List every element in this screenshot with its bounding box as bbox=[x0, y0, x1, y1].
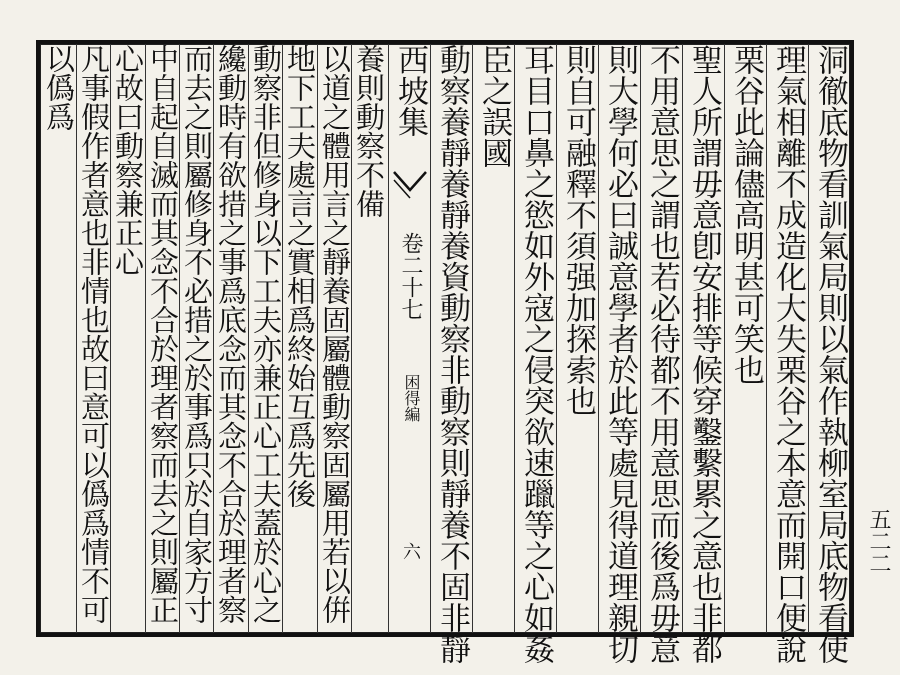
column-rule bbox=[317, 44, 318, 633]
text-column-7: 則自可融釋不須强加探索也 bbox=[560, 44, 596, 416]
text-column-13: 地下工夫處言之實相爲終始互爲先後 bbox=[283, 44, 317, 508]
column-rule bbox=[514, 44, 515, 633]
text-column-11: 養則動察不備 bbox=[352, 44, 386, 218]
text-column-3: 栗谷此論儘高明甚可笑也 bbox=[728, 44, 764, 385]
page-number: 五二二 bbox=[866, 508, 891, 574]
text-column-6: 則大學何必曰誠意學者於此等處見得道理親切 bbox=[602, 44, 638, 664]
column-rule bbox=[808, 44, 809, 633]
text-column-10: 動察養靜養靜養資動察非動察則靜養不固非靜 bbox=[434, 44, 470, 664]
folio-number: 六 bbox=[400, 542, 421, 560]
text-column-14: 動察非但修身以下工夫亦兼正心工夫蓋於心之 bbox=[249, 44, 283, 624]
text-column-12: 以道之體用言之靜養固屬體動察固屬用若以倂 bbox=[318, 44, 352, 624]
text-column-8: 耳目口鼻之慾如外寇之侵突欲速躐等之心如姦 bbox=[518, 44, 554, 664]
text-column-2: 理氣相離不成造化大失栗谷之本意而開口便說 bbox=[770, 44, 806, 664]
text-column-19: 凡事假作者意也非情也故曰意可以僞爲情不可 bbox=[77, 44, 111, 624]
text-column-9: 臣之誤國 bbox=[476, 44, 512, 168]
column-rule bbox=[724, 44, 725, 633]
text-column-15: 纔動時有欲措之事爲底念而其念不合於理者察 bbox=[214, 44, 248, 624]
text-column-5: 不用意思之謂也若必待都不用意思而後爲毋意 bbox=[644, 44, 680, 664]
column-rule bbox=[556, 44, 557, 633]
part-label: 困得編 bbox=[402, 374, 421, 422]
column-rule bbox=[145, 44, 146, 633]
fishtail-mark-icon bbox=[392, 170, 428, 206]
book-title: 西坡集 bbox=[392, 44, 428, 137]
column-rule bbox=[76, 44, 77, 633]
column-rule bbox=[598, 44, 599, 633]
text-column-4: 聖人所謂毋意卽安排等候穿鑿繫累之意也非都 bbox=[686, 44, 722, 664]
column-rule bbox=[472, 44, 473, 633]
column-rule bbox=[640, 44, 641, 633]
column-rule bbox=[388, 44, 389, 633]
text-column-20: 以僞爲 bbox=[42, 44, 76, 131]
text-column-16: 而去之則屬修身不必措之於事爲只於自家方寸 bbox=[180, 44, 214, 624]
column-rule bbox=[430, 44, 431, 633]
text-column-18: 心故曰動察兼正心 bbox=[111, 44, 145, 276]
center-strip bbox=[390, 44, 430, 633]
column-rule bbox=[682, 44, 683, 633]
text-column-17: 中自起自滅而其念不合於理者察而去之則屬正 bbox=[146, 44, 180, 624]
column-rule bbox=[766, 44, 767, 633]
text-column-1: 洞徹底物看訓氣局則以氣作執柳室局底物看使 bbox=[812, 44, 848, 664]
volume-label: 卷二十七 bbox=[398, 232, 423, 320]
column-rule bbox=[248, 44, 249, 633]
